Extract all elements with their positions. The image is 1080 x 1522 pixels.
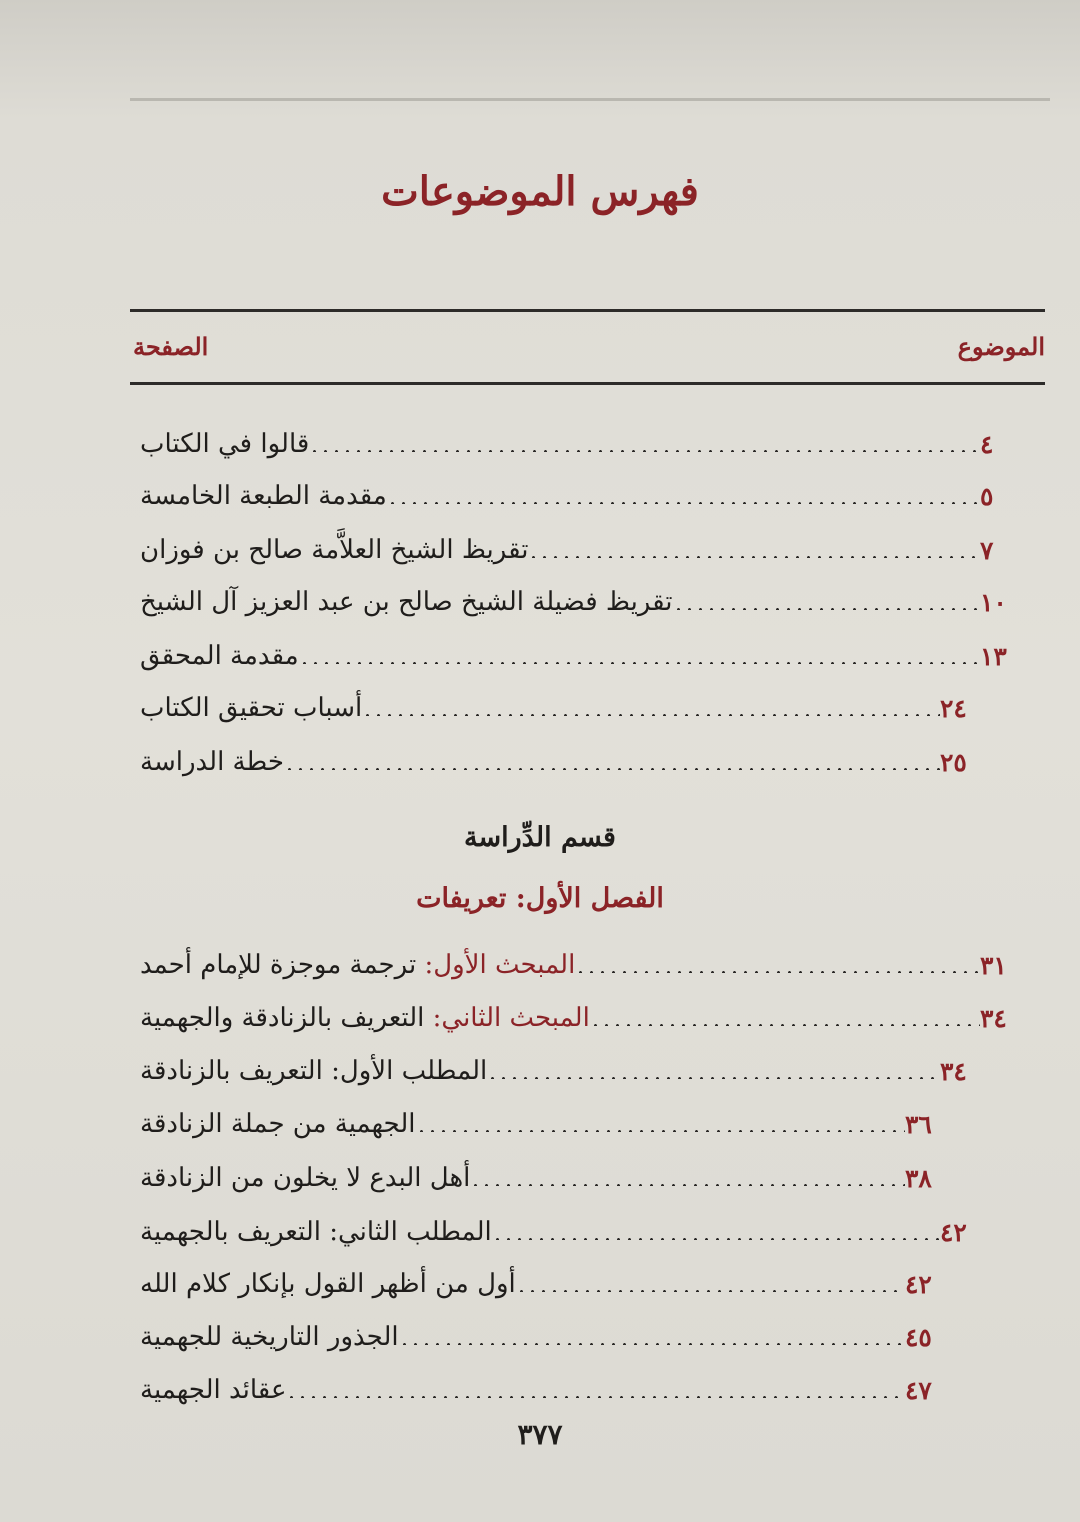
toc-entry	[130, 1104, 970, 1144]
toc-entry-text: خطة الدراسة	[140, 747, 284, 777]
dot-leader	[590, 1024, 980, 1026]
toc-entry-title	[130, 950, 575, 980]
toc-entry-page: ٢٥	[940, 747, 967, 777]
section-heading: قسم الدِّراسة	[464, 822, 616, 853]
toc-entry-title	[130, 1322, 399, 1352]
toc-entry-text: أسباب تحقيق الكتاب	[140, 693, 363, 723]
toc-entry-text: الجهمية من جملة الزنادقة	[140, 1109, 416, 1139]
toc-entry-title	[130, 587, 673, 617]
toc-entry-title	[130, 1269, 516, 1299]
toc-entry	[130, 1051, 1005, 1091]
toc-entry-page: ٥	[980, 481, 994, 511]
toc-entry-page: ٢٤	[940, 693, 967, 723]
toc-entry-text: مقدمة المحقق	[140, 641, 299, 671]
toc-entry-page: ٣٤	[940, 1056, 967, 1086]
toc-entry	[130, 945, 1045, 985]
toc-entry-page: ٤٥	[905, 1322, 932, 1352]
toc-entry-page: ٣١	[980, 950, 1007, 980]
toc-entry	[130, 1158, 970, 1198]
toc-entry-label: المبحث الثاني:	[432, 1003, 590, 1033]
toc-entry-text: عقائد الجهمية	[140, 1375, 287, 1405]
toc-entry-page: ٣٦	[905, 1109, 932, 1139]
toc-entry-title	[130, 641, 299, 671]
toc-entry	[130, 530, 1045, 570]
toc-entry-title	[130, 1217, 492, 1247]
toc-entry	[130, 582, 1045, 622]
toc-entry-title	[130, 429, 309, 459]
page-title: فهرس الموضوعات	[381, 168, 699, 215]
toc-entry-text: المطلب الأول: التعريف بالزنادقة	[140, 1056, 488, 1086]
toc-entry-title	[130, 693, 362, 723]
toc-entry-page: ١٠	[980, 587, 1007, 617]
dot-leader	[286, 1396, 905, 1398]
toc-entry-title	[130, 1109, 416, 1139]
column-topic-header: الموضوع	[957, 332, 1045, 361]
toc-entry-page: ٧	[980, 535, 994, 565]
toc-entry-text: تقريظ فضيلة الشيخ صالح بن عبد العزيز آل الشيخ	[140, 587, 673, 617]
column-page-header: الصفحة	[133, 332, 209, 361]
dot-leader	[487, 1077, 940, 1079]
toc-entry	[130, 424, 1045, 464]
toc-entry	[130, 1317, 970, 1357]
toc-entry-label: المبحث الأول:	[424, 950, 576, 980]
toc-entry-text: أول من أظهر القول بإنكار كلام الله	[140, 1269, 516, 1299]
dot-leader	[492, 1238, 940, 1240]
toc-entry-page: ٤٧	[905, 1375, 932, 1405]
toc-entry	[130, 1370, 970, 1410]
toc-entry-text: الجذور التاريخية للجهمية	[140, 1322, 399, 1352]
toc-entry-title	[130, 1003, 590, 1033]
toc-entry-text: ترجمة موجزة للإمام أحمد	[140, 950, 425, 980]
toc-entry-page: ٤	[980, 429, 994, 459]
toc-entry-text: المطلب الثاني: التعريف بالجهمية	[140, 1217, 492, 1247]
dot-leader	[387, 502, 980, 504]
dot-leader	[416, 1130, 906, 1132]
toc-entry-title	[130, 1163, 470, 1193]
toc-entry	[130, 1264, 970, 1304]
dot-leader	[299, 662, 980, 664]
toc-entry	[130, 636, 1045, 676]
toc-entry-text: مقدمة الطبعة الخامسة	[140, 481, 387, 511]
dot-leader	[575, 971, 980, 973]
dot-leader	[399, 1343, 905, 1345]
toc-entry-page: ١٣	[980, 641, 1007, 671]
toc-entry	[130, 742, 1005, 782]
toc-entry-title	[130, 481, 387, 511]
toc-entry	[130, 1212, 1005, 1252]
dot-leader	[284, 768, 940, 770]
dot-leader	[362, 714, 940, 716]
chapter-heading: الفصل الأول: تعريفات	[416, 883, 664, 914]
toc-entry-title	[130, 535, 528, 565]
toc-entry	[130, 476, 1045, 516]
page-number: ٣٧٧	[517, 1418, 563, 1451]
toc-entry-text: قالوا في الكتاب	[140, 429, 310, 459]
dot-leader	[309, 450, 980, 452]
dot-leader	[673, 608, 980, 610]
toc-entry-page: ٤٢	[940, 1217, 967, 1247]
toc-entry-title	[130, 1056, 487, 1086]
toc-entry	[130, 998, 1045, 1038]
dot-leader	[516, 1290, 905, 1292]
toc-entry-page: ٤٢	[905, 1269, 932, 1299]
dot-leader	[528, 556, 980, 558]
toc-entry-page: ٣٤	[980, 1003, 1007, 1033]
dot-leader	[470, 1184, 905, 1186]
toc-entry-text: التعريف بالزنادقة والجهمية	[140, 1003, 433, 1033]
toc-entry-page: ٣٨	[905, 1163, 932, 1193]
toc-entry-text: أهل البدع لا يخلون من الزنادقة	[140, 1163, 471, 1193]
toc-entry-title	[130, 747, 284, 777]
toc-entry	[130, 688, 1005, 728]
toc-entry-title	[130, 1375, 286, 1405]
toc-entry-text: تقريظ الشيخ العلاَّمة صالح بن فوزان	[140, 535, 529, 565]
